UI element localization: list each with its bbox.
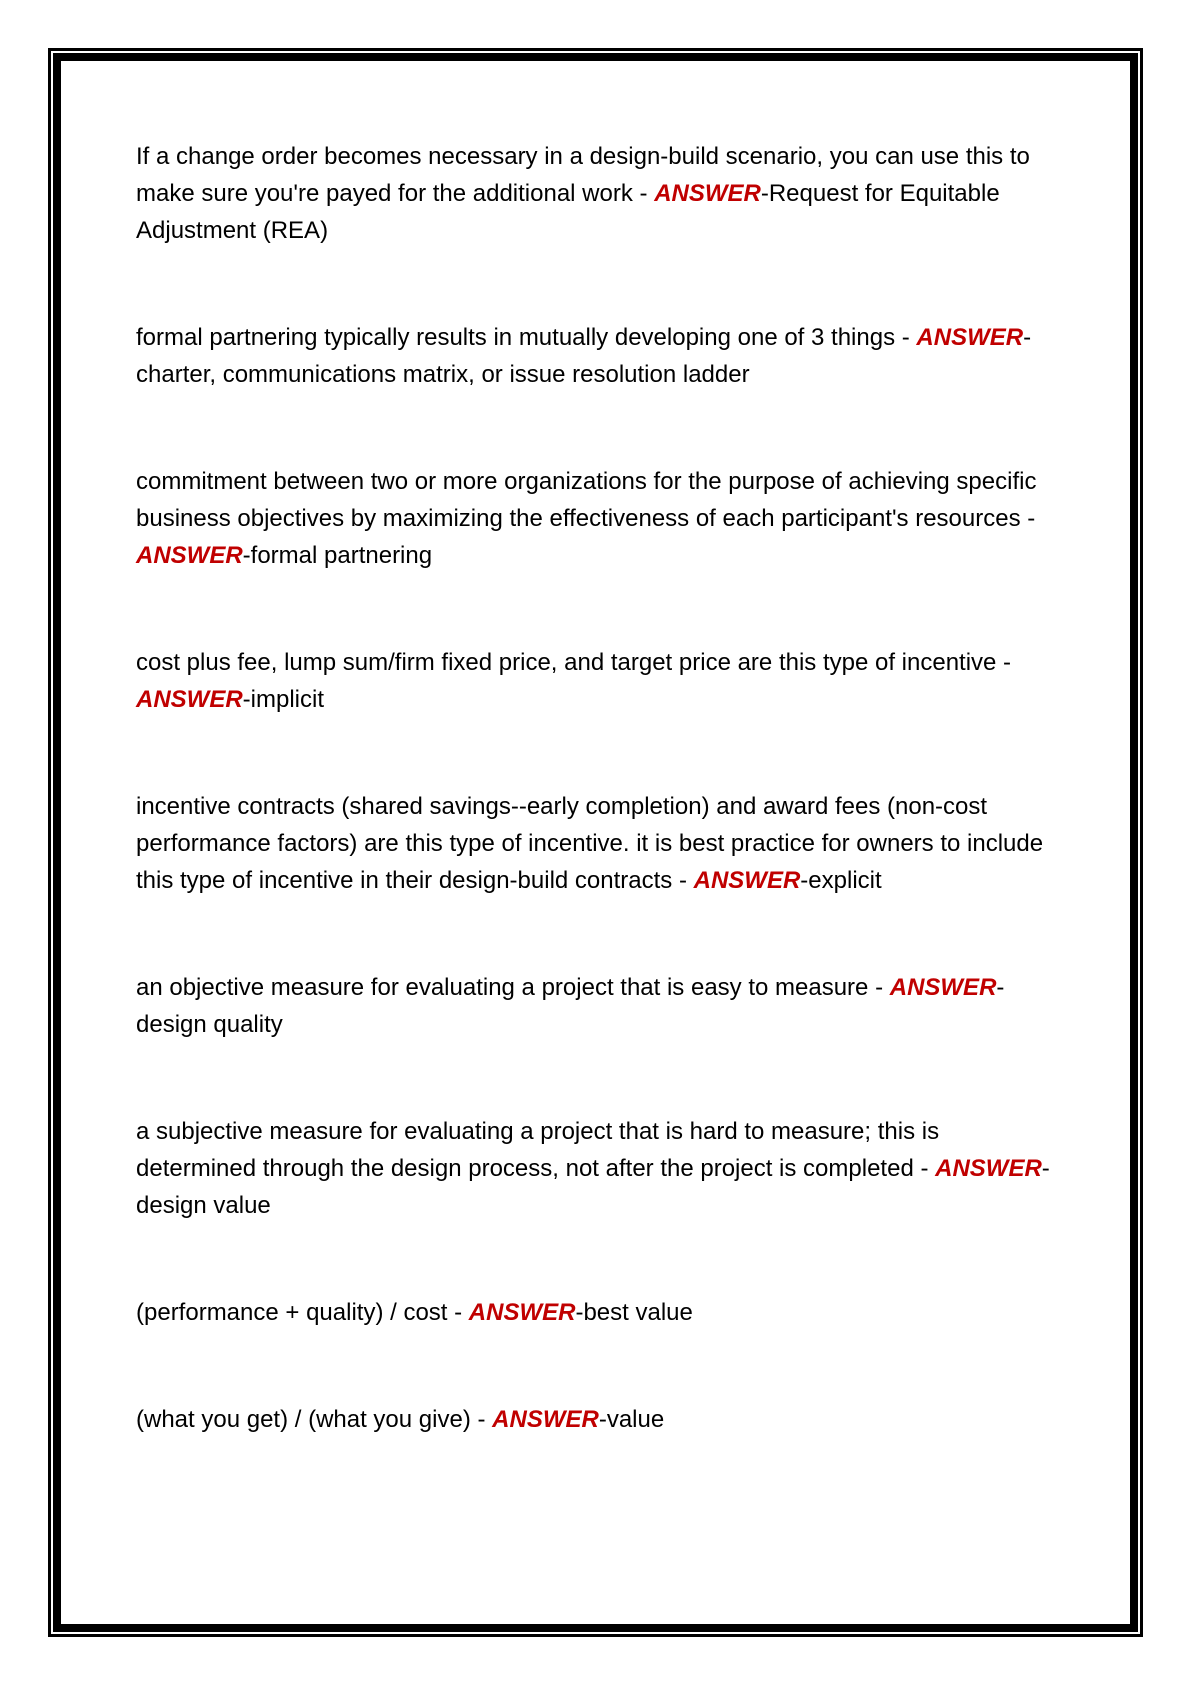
- answer-label: ANSWER: [136, 686, 243, 713]
- answer-text: -best value: [575, 1299, 693, 1326]
- answer-label: ANSWER: [889, 974, 997, 1001]
- qa-item-2: [136, 319, 1050, 393]
- question-text: commitment between two or more organizations for the purpose of achieving specific business objectives by maximizing the effectiveness of each participant's resources -: [136, 468, 1037, 532]
- qa-item-5: [136, 788, 1050, 899]
- answer-label: ANSWER: [693, 867, 801, 894]
- qa-item-7: [136, 1113, 1050, 1224]
- question-text: an objective measure for evaluating a project that is easy to measure -: [136, 974, 890, 1001]
- answer-text: -Request for Equitable Adjustment (REA): [136, 180, 1000, 244]
- qa-item-4: [136, 644, 1050, 718]
- qa-item-9: [136, 1401, 1050, 1438]
- question-text: (performance + quality) / cost -: [136, 1299, 469, 1326]
- answer-label: ANSWER: [492, 1406, 599, 1433]
- answer-text: -charter, communications matrix, or issue resolution ladder: [136, 324, 1032, 388]
- answer-text: -explicit: [800, 867, 882, 894]
- answer-text: -design value: [136, 1155, 1050, 1219]
- answer-label: ANSWER: [654, 180, 761, 207]
- qa-item-6: [136, 969, 1050, 1043]
- answer-text: -design quality: [136, 974, 1005, 1038]
- answer-text: -value: [598, 1406, 665, 1433]
- question-text: cost plus fee, lump sum/firm fixed price, and target price are this type of incentive -: [136, 649, 1012, 676]
- qa-item-1: [136, 138, 1050, 249]
- question-text: formal partnering typically results in mutually developing one of 3 things -: [136, 324, 917, 351]
- page-border-outer: [48, 48, 1143, 1637]
- qa-item-8: [136, 1294, 1050, 1331]
- question-text: a subjective measure for evaluating a project that is hard to measure; this is determined through the design process, not after the project is completed -: [136, 1118, 940, 1182]
- question-text: If a change order becomes necessary in a design-build scenario, you can use this to make sure you're payed for the additional work -: [136, 143, 1030, 207]
- document-content: [61, 61, 1130, 1438]
- answer-label: ANSWER: [916, 324, 1024, 351]
- page-border-inner: [53, 53, 1138, 1632]
- answer-text: -implicit: [242, 686, 324, 713]
- answer-label: ANSWER: [136, 542, 243, 569]
- answer-label: ANSWER: [468, 1299, 576, 1326]
- qa-item-3: [136, 463, 1050, 574]
- question-text: (what you get) / (what you give) -: [136, 1406, 493, 1433]
- answer-text: -formal partnering: [242, 542, 433, 569]
- answer-label: ANSWER: [935, 1155, 1042, 1182]
- question-text: incentive contracts (shared savings--early completion) and award fees (non-cost performance factors) are this type of incentive. it is best practice for owners to include this type of incentive in their design-build contracts -: [136, 793, 1044, 894]
